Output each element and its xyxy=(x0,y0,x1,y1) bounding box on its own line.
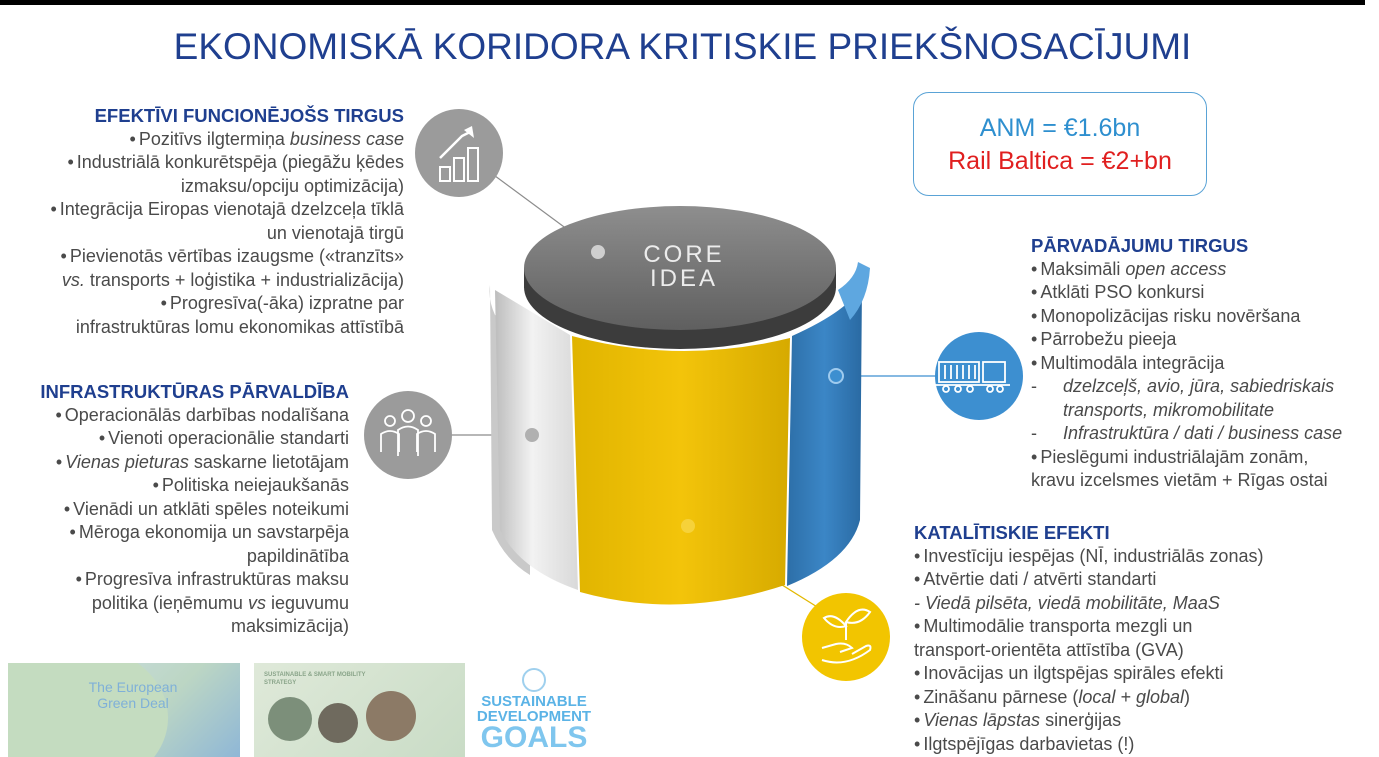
list-item: • Industriālā konkurētspēja (piegāžu ķēdes xyxy=(6,151,404,175)
infra-heading: INFRASTRUKTŪRAS PĀRVALDĪBA xyxy=(40,381,349,402)
list-item-cont: infrastruktūras lomu ekonomikas attīstībā xyxy=(75,316,404,337)
list-item: • Progresīva infrastruktūras maksu xyxy=(6,568,349,592)
anchor-dot xyxy=(525,428,539,442)
cylinder-segment-yellow xyxy=(572,336,790,604)
list-item: • Integrācija Eiropas vienotajā dzelzceļa tīklā xyxy=(6,198,404,222)
transport-market-section xyxy=(1031,234,1371,493)
anchor-dot xyxy=(829,369,843,383)
market-heading: EFEKTĪVI FUNCIONĒJOŠS TIRGUS xyxy=(94,105,404,126)
list-item-cont: maksimizācija) xyxy=(230,616,349,636)
list-item: • Atklāti PSO konkursi xyxy=(1031,281,1371,305)
green-deal-thumbnail: The European Green Deal xyxy=(8,663,240,757)
anchor-dot xyxy=(681,519,695,533)
mobility-strategy-thumbnail: SUSTAINABLE & SMART MOBILITY STRATEGY xyxy=(254,663,465,757)
list-item: • Ilgtspējīgas darbavietas (!) xyxy=(914,733,1334,757)
list-item: • Operacionālās darbības nodalīšana xyxy=(6,404,349,428)
list-item-cont: transport-orientēta attīstība (GVA) xyxy=(914,639,1184,660)
people-group-icon xyxy=(364,391,452,479)
list-item-cont: vs. transports + loģistika + industrializācija) xyxy=(61,269,404,290)
list-item: • Investīciju iespējas (NĪ, industriālās zonas) xyxy=(914,545,1334,569)
catalytic-effects-section xyxy=(914,521,1334,756)
catalytic-heading: KATALĪTISKIE EFEKTI xyxy=(914,522,1110,543)
list-item-cont: un vienotajā tirgū xyxy=(266,222,404,243)
sub-item: - dzelzceļš, avio, jūra, sabiedriskais xyxy=(1031,376,1335,396)
sdg-logo: SUSTAINABLE DEVELOPMENT GOALS xyxy=(476,668,592,752)
list-item: • Multimodāla integrācija xyxy=(1031,352,1371,376)
cylinder-segment-blue xyxy=(787,285,862,586)
list-item: • Vienas lāpstas sinerģijas xyxy=(914,709,1334,733)
list-item: • Vienoti operacionālie standarti xyxy=(6,427,349,451)
list-item: • Pieslēgumi industriālajām zonām, xyxy=(1031,446,1371,470)
core-label-line2: IDEA xyxy=(649,265,719,292)
list-item: • Maksimāli open access xyxy=(1031,258,1371,282)
list-item: • Progresīva(-āka) izpratne par xyxy=(6,292,404,316)
transport-heading: PĀRVADĀJUMU TIRGUS xyxy=(1031,235,1249,256)
list-item-cont: papildinātība xyxy=(246,545,349,566)
list-item: • Politiska neiejaukšanās xyxy=(6,474,349,498)
list-item: • Inovācijas un ilgtspējas spirāles efekti xyxy=(914,662,1334,686)
list-item-cont: kravu izcelsmes vietām + Rīgas ostai xyxy=(1031,470,1328,490)
market-section xyxy=(6,104,404,339)
list-item-cont: izmaksu/opciju optimizācija) xyxy=(180,175,404,196)
list-item: • Multimodālie transporta mezgli un xyxy=(914,615,1334,639)
list-item: • Vienādi un atklāti spēles noteikumi xyxy=(6,498,349,522)
list-item: • Atvērtie dati / atvērti standarti xyxy=(914,568,1334,592)
list-item-cont: politika (ieņēmumu vs ieguvumu xyxy=(91,592,349,613)
rail-baltica-value: Rail Baltica = €2+bn xyxy=(948,147,1172,175)
list-item: • Pārrobežu pieeja xyxy=(1031,328,1371,352)
page-title: EKONOMISKĀ KORIDORA KRITISKIE PRIEKŠNOSACĪJUMI xyxy=(173,26,1192,67)
sub-item: - Viedā pilsēta, viedā mobilitāte, MaaS xyxy=(914,592,1220,613)
list-item: • Pozitīvs ilgtermiņa business case xyxy=(6,128,404,152)
list-item: • Zināšanu pārnese (local + global) xyxy=(914,686,1334,710)
un-emblem-icon xyxy=(522,668,546,692)
core-label-line1: CORE xyxy=(643,241,725,268)
investment-box xyxy=(913,92,1207,196)
bar-chart-growth-icon xyxy=(415,109,503,197)
sub-item: - Infrastruktūra / dati / business case xyxy=(1031,423,1343,443)
anchor-dot xyxy=(591,245,605,259)
list-item: • Vienas pieturas saskarne lietotājam xyxy=(6,451,349,475)
list-item: • Pievienotās vērtības izaugsme («tranzīts» xyxy=(6,245,404,269)
sub-item: transports, mikromobilitate xyxy=(1063,399,1275,420)
infrastructure-section xyxy=(6,380,349,639)
list-item: • Mēroga ekonomija un savstarpēja xyxy=(6,521,349,545)
freight-train-icon xyxy=(935,332,1023,420)
anm-value: ANM = €1.6bn xyxy=(979,114,1141,142)
seedling-hand-icon xyxy=(802,593,890,681)
list-item: • Monopolizācijas risku novēršana xyxy=(1031,305,1371,329)
